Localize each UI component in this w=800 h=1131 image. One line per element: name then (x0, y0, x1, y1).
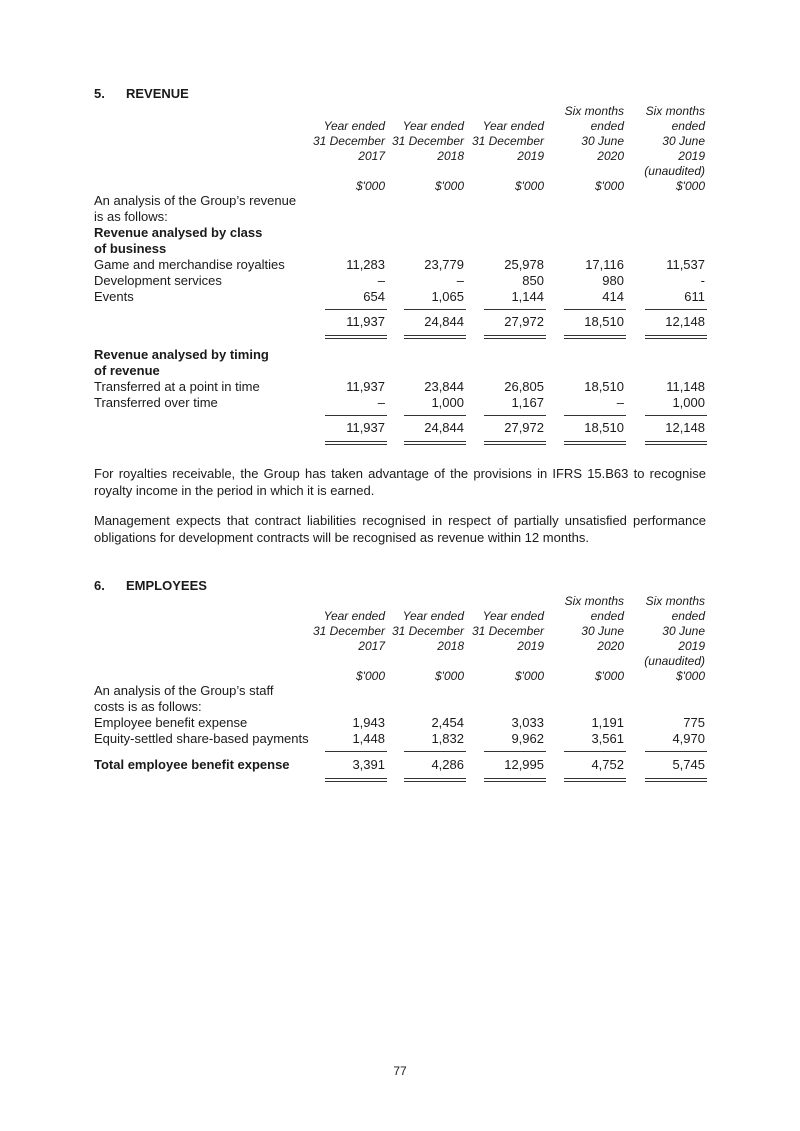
row-value: 4,752 (591, 757, 624, 772)
table-row (94, 379, 706, 395)
total-double-rule (325, 778, 387, 782)
revenue-note-royalties: For royalties receivable, the Group has taken advantage of the provisions in IFRS 15.B63 to recognise royalty income in the period in which it is earned. (94, 466, 706, 498)
total-double-rule (645, 778, 707, 782)
employees-intro-line (94, 699, 706, 715)
column-header-line: ended (671, 119, 705, 133)
column-header-line: 2017 (358, 149, 385, 163)
employees-intro-line (94, 683, 706, 699)
column-header-line: 30 June (662, 134, 705, 148)
subtotal-rule (645, 309, 707, 310)
row-value: 23,779 (424, 257, 464, 272)
column-header-line: 2020 (597, 149, 624, 163)
row-label: Game and merchandise royalties (94, 257, 285, 272)
column-header-line: $'000 (435, 669, 464, 683)
row-value: 850 (522, 273, 544, 288)
column-header-line: (unaudited) (644, 654, 705, 668)
row-value: 5,745 (672, 757, 705, 772)
row-value: 24,844 (424, 314, 464, 329)
table-row (94, 257, 706, 273)
row-value: 1,191 (591, 715, 624, 730)
revenue-business-heading (94, 241, 706, 257)
total-double-rule (564, 335, 626, 339)
subtotal-rule (404, 309, 466, 310)
row-value: 11,937 (346, 379, 385, 394)
column-header-line: 2017 (358, 639, 385, 653)
subtotal-rule (564, 415, 626, 416)
row-value: 611 (684, 289, 705, 304)
row-value: 11,537 (666, 257, 705, 272)
column-header-line: $'000 (515, 669, 544, 683)
row-label: Events (94, 289, 134, 304)
row-label: Total employee benefit expense (94, 757, 290, 772)
revenue-intro-line (94, 193, 706, 209)
column-header-line: 2018 (437, 149, 464, 163)
revenue-timing-heading (94, 363, 706, 379)
column-header-line: $'000 (435, 179, 464, 193)
row-value: 11,283 (346, 257, 385, 272)
row-label: Transferred at a point in time (94, 379, 260, 394)
subtotal-rule (404, 751, 466, 752)
column-header-line: Six months (564, 594, 624, 608)
subtotal-rule (325, 751, 387, 752)
row-value: 1,832 (431, 731, 464, 746)
section-title: EMPLOYEES (126, 578, 207, 593)
column-header-line: Six months (645, 594, 705, 608)
column-header-line: 2019 (517, 639, 544, 653)
row-value: 3,033 (511, 715, 544, 730)
row-value: 775 (683, 715, 705, 730)
column-header-line: $'000 (356, 669, 385, 683)
row-value: 23,844 (424, 379, 464, 394)
row-value: 1,167 (511, 395, 544, 410)
column-header-line: Year ended (402, 119, 464, 133)
employees-section-heading (94, 578, 207, 593)
column-header-line: $'000 (676, 669, 705, 683)
total-double-rule (325, 335, 387, 339)
revenue-business-heading (94, 225, 706, 241)
row-value: 414 (602, 289, 624, 304)
column-header-line: 2019 (678, 639, 705, 653)
row-value: 26,805 (504, 379, 544, 394)
column-header-line: 31 December (391, 624, 464, 638)
revenue-timing-heading-text: Revenue analysed by timing (94, 347, 269, 362)
row-value: 24,844 (424, 420, 464, 435)
subtotal-rule (484, 415, 546, 416)
row-value: 4,970 (672, 731, 705, 746)
row-value: 25,978 (504, 257, 544, 272)
subtotal-rule (325, 415, 387, 416)
row-value: 654 (363, 289, 385, 304)
subtotal-rule (325, 309, 387, 310)
column-header-line: 30 June (662, 624, 705, 638)
column-header-line: 2020 (597, 639, 624, 653)
row-value: 12,995 (504, 757, 544, 772)
subtotal-rule (564, 309, 626, 310)
row-value: 1,065 (431, 289, 464, 304)
row-value: – (377, 395, 385, 410)
revenue-intro-line-text: is as follows: (94, 209, 168, 224)
column-header-line: Year ended (323, 119, 385, 133)
column-header-line: Year ended (402, 609, 464, 623)
row-value: 980 (602, 273, 624, 288)
total-double-rule (564, 441, 626, 445)
column-header-line: $'000 (595, 669, 624, 683)
subtotal-rule (484, 751, 546, 752)
revenue-timing-heading-text: of revenue (94, 363, 160, 378)
table-row (94, 731, 706, 747)
column-header-line: 2019 (678, 149, 705, 163)
row-label: Development services (94, 273, 222, 288)
column-header-line: 31 December (471, 134, 544, 148)
row-value: 11,937 (346, 314, 385, 329)
column-header-line: 30 June (581, 134, 624, 148)
total-double-rule (404, 441, 466, 445)
column-header-line: ended (590, 609, 624, 623)
subtotal-rule (484, 309, 546, 310)
table-row (94, 395, 706, 411)
employees-intro-line-text: costs is as follows: (94, 699, 202, 714)
row-value: 3,391 (352, 757, 385, 772)
subtotal-rule (564, 751, 626, 752)
row-value: – (456, 273, 464, 288)
column-header-line: 31 December (471, 624, 544, 638)
table-row (94, 715, 706, 731)
total-double-rule (404, 335, 466, 339)
page-number: 77 (393, 1064, 407, 1078)
row-label: Employee benefit expense (94, 715, 248, 730)
column-header-line: $'000 (595, 179, 624, 193)
total-double-rule (484, 441, 546, 445)
revenue-business-total-row (94, 314, 706, 330)
row-value: 1,000 (431, 395, 464, 410)
column-header-line: Year ended (482, 609, 544, 623)
table-row (94, 273, 706, 289)
total-double-rule (645, 335, 707, 339)
column-header-line: $'000 (356, 179, 385, 193)
revenue-intro-line-text: An analysis of the Group’s revenue (94, 193, 297, 208)
column-header-line: (unaudited) (644, 164, 705, 178)
column-header-line: Six months (645, 104, 705, 118)
employees-total-row (94, 757, 706, 773)
column-header-line: Year ended (482, 119, 544, 133)
subtotal-rule (645, 415, 707, 416)
subtotal-rule (645, 751, 707, 752)
total-double-rule (484, 778, 546, 782)
row-value: – (616, 395, 624, 410)
row-value: 18,510 (584, 379, 624, 394)
section-title: REVENUE (126, 86, 189, 101)
row-value: 17,116 (585, 257, 624, 272)
column-header-line: $'000 (515, 179, 544, 193)
row-value: 3,561 (591, 731, 624, 746)
total-double-rule (564, 778, 626, 782)
row-value: 1,943 (352, 715, 385, 730)
total-double-rule (404, 778, 466, 782)
row-value: - (700, 273, 705, 288)
revenue-intro-line (94, 209, 706, 225)
column-header-line: 31 December (312, 624, 385, 638)
row-value: 12,148 (665, 314, 705, 329)
column-header-line: Year ended (323, 609, 385, 623)
revenue-business-heading-text: of business (94, 241, 167, 256)
employees-intro-line-text: An analysis of the Group’s staff (94, 683, 274, 698)
row-value: 27,972 (504, 420, 544, 435)
row-value: 1,000 (672, 395, 705, 410)
revenue-section-heading (94, 86, 189, 101)
section-number: 5. (94, 86, 105, 101)
total-double-rule (645, 441, 707, 445)
row-value: 11,148 (666, 379, 705, 394)
column-header-line: 31 December (391, 134, 464, 148)
column-header-line: ended (590, 119, 624, 133)
row-value: – (377, 273, 385, 288)
row-value: 1,448 (352, 731, 385, 746)
row-value: 18,510 (584, 420, 624, 435)
total-double-rule (484, 335, 546, 339)
row-value: 11,937 (346, 420, 385, 435)
row-value: 18,510 (584, 314, 624, 329)
table-row (94, 289, 706, 305)
row-value: 27,972 (504, 314, 544, 329)
revenue-timing-total-row (94, 420, 706, 436)
column-header-line: ended (671, 609, 705, 623)
row-label: Transferred over time (94, 395, 218, 410)
total-double-rule (325, 441, 387, 445)
row-value: 2,454 (431, 715, 464, 730)
revenue-business-heading-text: Revenue analysed by class (94, 225, 263, 240)
revenue-note-contract-liabilities: Management expects that contract liabilities recognised in respect of partially unsatisfied performance obligations for development contracts will be recognised as revenue within 12 months. (94, 513, 706, 545)
column-header-line: 30 June (581, 624, 624, 638)
row-value: 4,286 (431, 757, 464, 772)
column-header-line: 2018 (437, 639, 464, 653)
column-header-line: Six months (564, 104, 624, 118)
column-header-line: $'000 (676, 179, 705, 193)
section-number: 6. (94, 578, 105, 593)
column-header-line: 2019 (517, 149, 544, 163)
row-label: Equity-settled share-based payments (94, 731, 309, 746)
column-header-line: 31 December (312, 134, 385, 148)
subtotal-rule (404, 415, 466, 416)
row-value: 9,962 (511, 731, 544, 746)
row-value: 1,144 (511, 289, 544, 304)
revenue-timing-heading (94, 347, 706, 363)
row-value: 12,148 (665, 420, 705, 435)
